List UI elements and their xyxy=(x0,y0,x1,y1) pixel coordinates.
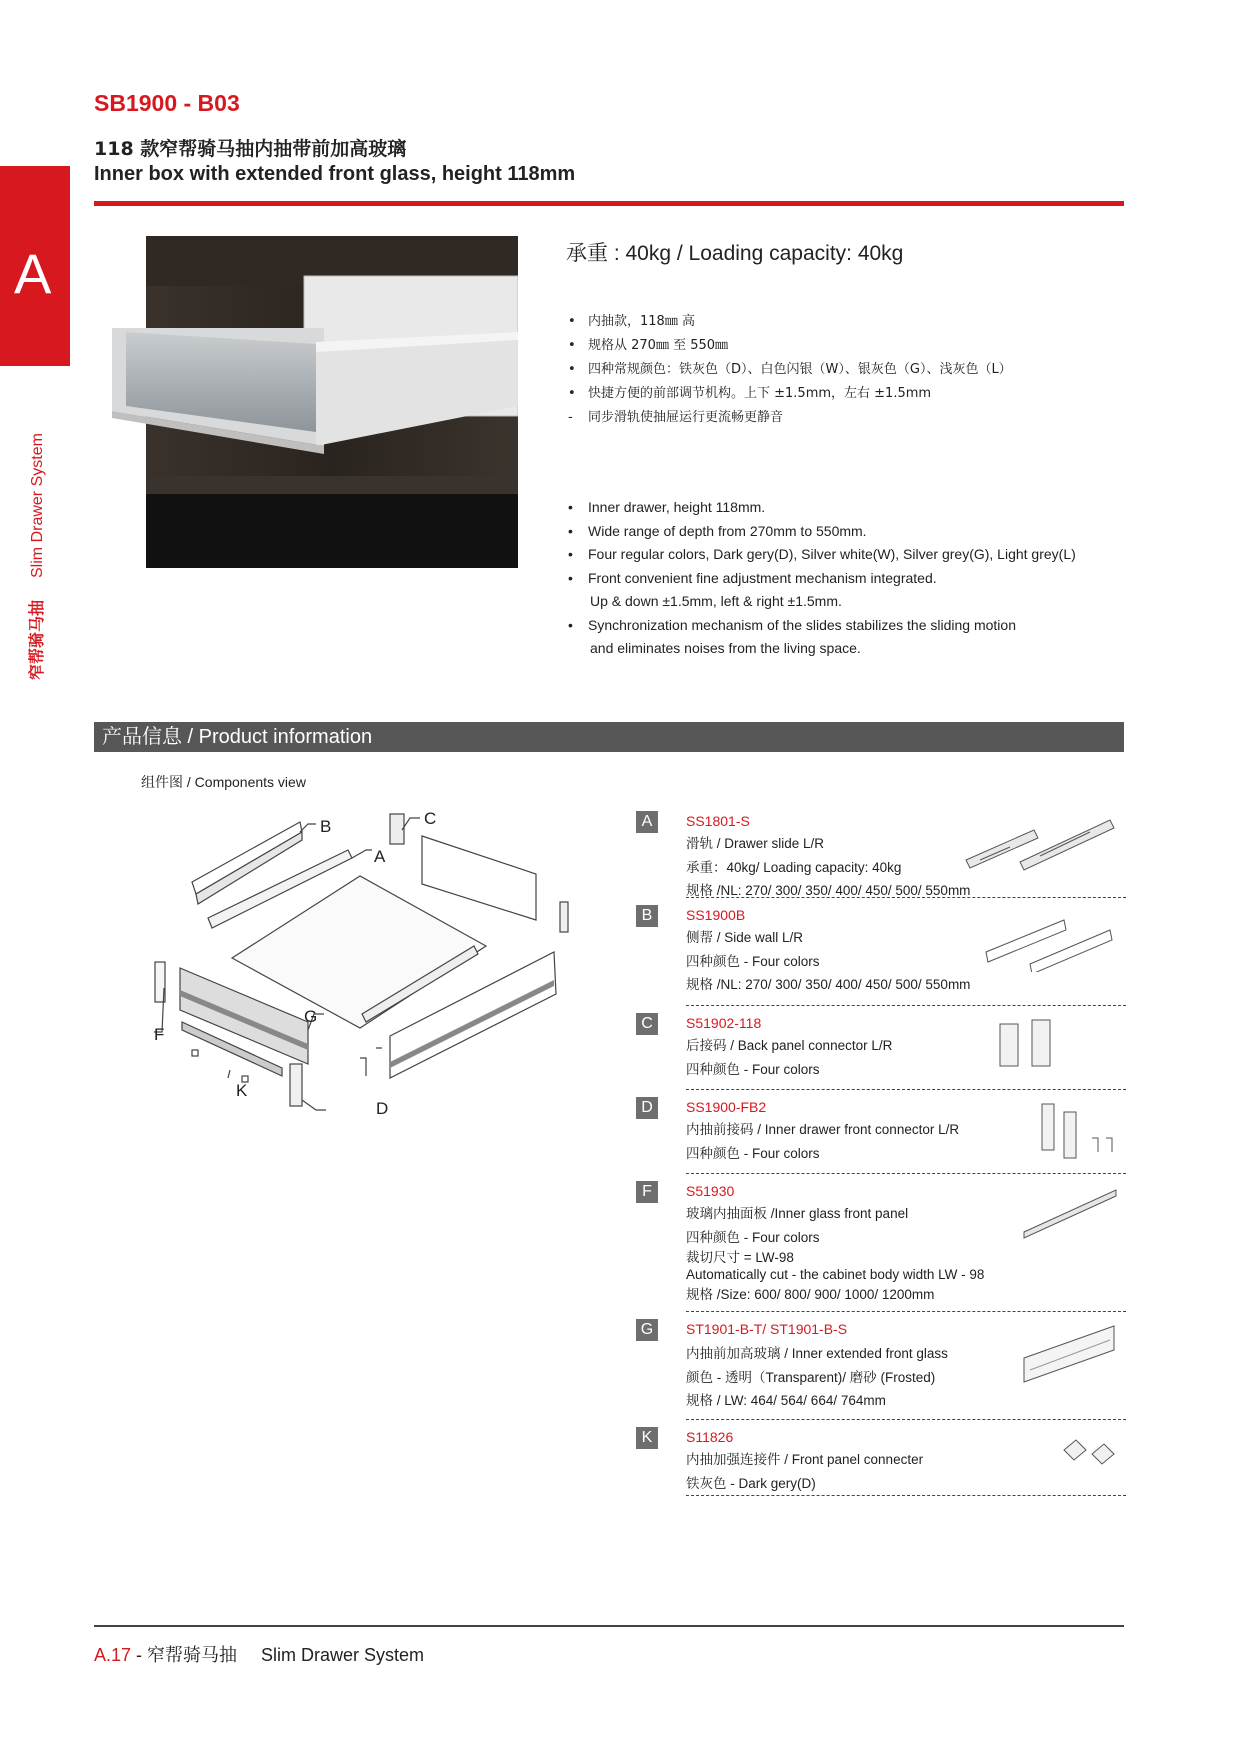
part-line: 后接码 / Back panel connector L/R xyxy=(686,1038,893,1053)
feature-en: • Four regular colors, Dark gery(D), Silver white(W), Silver grey(G), Light grey(L) xyxy=(566,543,1076,567)
panel-connecter-image xyxy=(1060,1434,1120,1466)
part-item xyxy=(641,808,1126,898)
footer-divider xyxy=(94,1625,1124,1627)
glass-front-panel-image xyxy=(1020,1180,1120,1240)
features-en-list xyxy=(566,496,1076,661)
title-english: Inner box with extended front glass, height 118mm xyxy=(94,163,576,185)
label-f: F xyxy=(154,1025,165,1044)
part-line: 内抽前加高玻璃 / Inner extended front glass xyxy=(686,1346,948,1361)
part-code: S11826 xyxy=(686,1429,734,1445)
part-line: 规格 /Size: 600/ 800/ 900/ 1000/ 1200mm xyxy=(686,1287,935,1302)
header-divider xyxy=(94,201,1124,206)
back-connector-image xyxy=(996,1014,1066,1074)
part-letter: C xyxy=(636,1013,658,1035)
feature-cn: • 内抽款，118㎜ 高 xyxy=(566,310,1012,334)
part-line: 四种颜色 - Four colors xyxy=(686,953,820,969)
part-line: 颜色 - 透明（Transparent)/ 磨砂 (Frosted) xyxy=(686,1369,936,1385)
footer-cn: 窄帮骑马抽 xyxy=(147,1645,238,1665)
label-d: D xyxy=(376,1099,389,1118)
footer-sep: - xyxy=(131,1645,148,1665)
page-number: A.17 xyxy=(94,1645,132,1665)
components-view-title: 组件图 / Components view xyxy=(141,774,306,790)
part-line: 滑轨 / Drawer slide L/R xyxy=(686,836,825,851)
title-chinese: 118 款窄帮骑马抽内抽带前加高玻璃 xyxy=(94,138,407,160)
feature-en-continued: and eliminates noises from the living space. xyxy=(590,640,861,656)
feature-en: • Wide range of depth from 270mm to 550mm. xyxy=(566,520,1076,544)
feature-en: • Synchronization mechanism of the slides stabilizes the sliding motion xyxy=(566,614,1076,638)
feature-cn: • 规格从 270㎜ 至 550㎜ xyxy=(566,334,1012,358)
section-tab xyxy=(0,166,70,366)
part-item xyxy=(640,1316,1126,1420)
footer xyxy=(94,1641,424,1667)
part-line: 规格 / LW: 464/ 564/ 664/ 764mm xyxy=(686,1393,886,1408)
part-line: 铁灰色 - Dark gery(D) xyxy=(686,1475,816,1491)
product-info-title: 产品信息 / Product information xyxy=(102,726,373,748)
feature-cn: • 四种常规颜色：铁灰色（D）、白色闪银（W）、银灰色（G）、浅灰色（L） xyxy=(566,358,1012,382)
part-item xyxy=(641,1094,1126,1174)
part-line: 四种颜色 - Four colors xyxy=(686,1229,820,1245)
part-code: ST1901-B-T/ ST1901-B-S xyxy=(686,1321,848,1337)
label-a: A xyxy=(374,847,386,866)
label-k: K xyxy=(236,1081,248,1100)
product-info-bar xyxy=(94,722,1124,752)
drawer-slide-image xyxy=(960,812,1120,872)
feature-en: • Inner drawer, height 118mm. xyxy=(566,496,1076,520)
part-code: SS1900-FB2 xyxy=(686,1099,767,1115)
label-c: C xyxy=(424,809,437,828)
loading-capacity: 承重 : 40kg / Loading capacity: 40kg xyxy=(566,242,904,265)
part-item xyxy=(642,1178,1126,1312)
feature-cn: - 同步滑轨使抽屉运行更流畅更静音 xyxy=(566,406,1012,430)
part-line: 四种颜色 - Four colors xyxy=(686,1145,820,1161)
part-line: 内抽前接码 / Inner drawer front connector L/R xyxy=(686,1122,960,1137)
feature-en-continued: Up & down ±1.5mm, left & right ±1.5mm. xyxy=(590,593,842,609)
footer-en: Slim Drawer System xyxy=(261,1645,425,1665)
part-line: 承重：40kg/ Loading capacity: 40kg xyxy=(686,859,902,875)
side-label-en: Slim Drawer System xyxy=(29,433,46,578)
model-number: SB1900 - B03 xyxy=(94,90,240,116)
part-line: 规格 /NL: 270/ 300/ 350/ 400/ 450/ 500/ 550mm xyxy=(686,977,971,992)
part-line: 规格 /NL: 270/ 300/ 350/ 400/ 450/ 500/ 550mm xyxy=(686,883,971,898)
label-g: G xyxy=(304,1007,318,1026)
feature-cn: • 快捷方便的前部调节机构。上下 ±1.5mm，左右 ±1.5mm xyxy=(566,382,1012,406)
part-line: 玻璃内抽面板 /Inner glass front panel xyxy=(686,1206,909,1221)
features-cn-list xyxy=(566,310,1012,430)
part-code: SS1900B xyxy=(686,907,746,923)
part-line: Automatically cut - the cabinet body width LW - 98 xyxy=(686,1267,985,1282)
part-item xyxy=(641,1424,1126,1496)
part-letter: K xyxy=(636,1427,658,1449)
part-line: 内抽加强连接件 / Front panel connecter xyxy=(686,1452,924,1467)
part-line: 四种颜色 - Four colors xyxy=(686,1061,820,1077)
part-code: SS1801-S xyxy=(686,813,750,829)
side-label xyxy=(24,433,47,680)
front-connector-image xyxy=(1040,1098,1120,1162)
part-code: S51902-118 xyxy=(686,1015,762,1031)
label-b: B xyxy=(320,817,332,836)
part-code: S51930 xyxy=(686,1183,735,1199)
section-letter: A xyxy=(14,242,52,305)
part-line: 侧帮 / Side wall L/R xyxy=(686,930,804,945)
part-letter: G xyxy=(636,1319,658,1341)
side-label-cn: 窄帮骑马抽 xyxy=(27,599,46,680)
part-line: 裁切尺寸 = LW-98 xyxy=(686,1250,794,1265)
part-letter: A xyxy=(636,811,658,833)
part-item xyxy=(641,1010,1126,1090)
part-letter: D xyxy=(636,1097,658,1119)
extended-glass-image xyxy=(1020,1320,1120,1390)
part-item xyxy=(641,902,1126,1006)
side-wall-image xyxy=(980,912,1120,972)
part-letter: B xyxy=(636,905,658,927)
part-letter: F xyxy=(636,1181,658,1203)
feature-en: • Front convenient fine adjustment mechanism integrated. xyxy=(566,567,1076,591)
components-diagram xyxy=(140,800,580,1130)
product-photo xyxy=(94,236,518,568)
parts-list xyxy=(636,808,1126,1496)
